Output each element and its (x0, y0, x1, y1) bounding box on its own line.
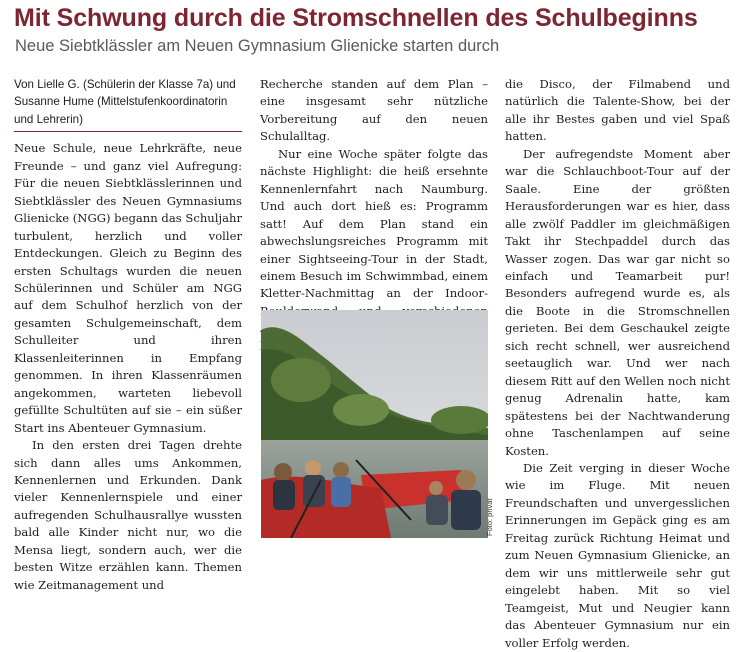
text-column-1 (14, 76, 242, 594)
paragraph: Die Zeit verging in dieser Woche wie im Fluge. Mit neuen Freundschaften und unvergesslichen Erinnerungen im Gepäck ging es am Freitag zurück Richtung Heimat und zum Neuen Gymnasium Glienicke, an dem wir uns mittlerweile sehr gut eingelebt haben. Mit so viel Teamgeist, Mut und Neugier kann das Abenteuer Gymnasium nur ein voller Erfolg werden. (505, 460, 730, 650)
text-column-3 (505, 76, 730, 652)
paragraph: Der aufregendste Moment aber war die Schlauchboot-Tour auf der Saale. Eine der größten Herausforderungen war es hier, dass alle zwölf Paddler im gleichmäßigen Takt ihr Stechpaddel durch das Wasser zogen. Das war gar nicht so einfach und Teamarbeit pur! Besonders aufregend wurde es, als die Boote in die Stromschnellen gerieten. Bei dem Geschaukel zeigte sich recht schnell, wer ausreichend seetauglich war. Und wer nach diesem Ritt auf den Wellen noch nicht genug Adrenalin hatte, kam spätestens bei der Nachtwanderung ohne Taschenlampen auf seine Kosten. (505, 146, 730, 458)
article-subtitle: Neue Siebtklässler am Neuen Gymnasium Glienicke starten durch (15, 37, 500, 55)
paragraph: die Disco, der Filmabend und natürlich die Talente-Show, bei der alle ihr Bestes gaben und viel Spaß hatten. (505, 77, 730, 144)
paragraph: Neue Schule, neue Lehrkräfte, neue Freunde – und ganz viel Aufregung: Für die neuen Siebtklässlerinnen und Siebtklässler des Neuen Gymnasiums Glienicke (NGG) begann das Schuljahr turbulent, herzlich und voller Entdeckungen. Gleich zu Beginn des ersten Schultags wurden die neuen Schülerinnen und Schüler am NGG auf dem Schulhof herzlich von der gesamten Schulgemeinschaft, dem Schulleiter und ihren Klassenleiterinnen in Empfang genommen. In ihren Klassenräumen angekommen, warteten liebevoll gefüllte Schultüten auf sie – ein süßer Start ins Abenteuer Gymnasium. (14, 141, 242, 435)
byline-divider (14, 131, 242, 132)
byline: Von Lielle G. (Schülerin der Klasse 7a) und Susanne Hume (Mittelstufenkoordinatorin und Lehrerin) (14, 78, 236, 126)
paragraph: Nur eine Woche später folgte das nächste Highlight: die heiß ersehnte Kennenlernfahrt nach Naumburg. Und auch dort hieß es: Programm satt! Auf dem Plan stand ein abwechslungsreiches Programm mit einer Sightseeing-Tour in der Stadt, einem Besuch im Schwimmbad, einem Kletter-Nachmittag an der Indoor- (260, 146, 488, 301)
rafting-photo (261, 310, 488, 538)
paragraph: In den ersten drei Tagen drehte sich dann alles ums Ankommen, Kennenlernen und Erkunden. Dank vieler Kennenlernspiele und einer aufregenden Schulhausrallye wussten bald alle Kinder nicht nur, wo die Mensa liegt, sondern auch, wer die besten Witze erzählen kann. Themen wie Zeitmanagement und (14, 438, 242, 592)
paragraph: Recherche standen auf dem Plan – eine insgesamt sehr nützliche Vorbereitung auf den neuen Schulalltag. (260, 77, 488, 144)
article-title: Mit Schwung durch die Stromschnellen des Schulbeginns (14, 4, 698, 32)
photo-credit: Foto: privat (485, 498, 494, 536)
